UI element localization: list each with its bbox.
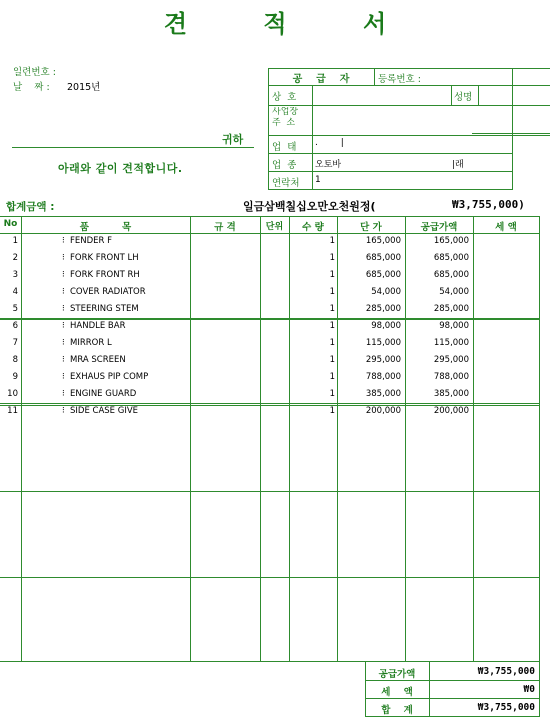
row-qty: 1: [329, 304, 335, 314]
row-unit-price: 54,000: [371, 287, 401, 297]
table-row: [0, 370, 550, 387]
date-value: 2015년: [67, 82, 101, 93]
row-item: SIDE CASE GIVE: [70, 406, 139, 416]
row-supply: 98,000: [439, 321, 469, 331]
row-unit-price: 98,000: [371, 321, 401, 331]
business-type-value: . |: [315, 138, 344, 148]
document-title: 견 적 서: [163, 10, 421, 38]
table-row: [0, 268, 550, 285]
business-type-label: 업 태: [272, 142, 297, 153]
row-no: 7: [12, 338, 18, 348]
item-mark-icon: ⁝: [62, 338, 65, 348]
col-header-tax: 세 액: [495, 222, 517, 233]
greeting-text: 아래와 같이 견적합니다.: [58, 162, 183, 175]
total-korean: 일금삼백칠십오만오천원정(: [243, 200, 376, 213]
item-mark-icon: ⁝: [62, 372, 65, 382]
summary-box: [365, 662, 540, 717]
table-row: [0, 251, 550, 268]
row-supply: 285,000: [433, 304, 469, 314]
row-no: 10: [7, 389, 18, 399]
row-unit-price: 685,000: [365, 253, 401, 263]
row-qty: 1: [329, 372, 335, 382]
row-unit-price: 685,000: [365, 270, 401, 280]
row-unit-price: 200,000: [365, 406, 401, 416]
row-unit-price: 788,000: [365, 372, 401, 382]
row-qty: 1: [329, 406, 335, 416]
reg-no-label: 등록번호 :: [378, 74, 421, 85]
row-unit-price: 165,000: [365, 236, 401, 246]
row-unit-price: 295,000: [365, 355, 401, 365]
row-item: STEERING STEM: [70, 304, 139, 314]
row-unit-price: 115,000: [365, 338, 401, 348]
total-label: 합계금액 :: [6, 201, 55, 213]
supplier-header: 공 급 자: [292, 74, 350, 85]
serial-label: 일련번호 :: [13, 67, 56, 78]
row-qty: 1: [329, 287, 335, 297]
row-item: MRA SCREEN: [70, 355, 126, 365]
row-no: 8: [12, 355, 18, 365]
recipient-suffix: 귀하: [222, 133, 244, 146]
item-mark-icon: ⁝: [62, 253, 65, 263]
table-row: [0, 319, 550, 336]
col-header-qty: 수 량: [302, 222, 324, 233]
table-row: [0, 404, 550, 421]
row-item: FORK FRONT RH: [70, 270, 140, 280]
row-qty: 1: [329, 236, 335, 246]
row-no: 11: [7, 406, 18, 416]
row-item: FORK FRONT LH: [70, 253, 139, 263]
table-row: [0, 302, 550, 319]
table-row: [0, 234, 550, 251]
row-no: 3: [12, 270, 18, 280]
col-header-spec: 규 격: [214, 222, 236, 233]
summary-total-label: 합 계: [381, 705, 413, 716]
row-item: ENGINE GUARD: [70, 389, 137, 399]
item-mark-icon: ⁝: [62, 270, 65, 280]
business-item-value: 오토바: [315, 160, 342, 170]
row-supply: 165,000: [433, 236, 469, 246]
row-no: 6: [12, 321, 18, 331]
row-qty: 1: [329, 338, 335, 348]
business-item-extra: |래: [452, 160, 464, 170]
col-header-no: No: [3, 219, 18, 229]
summary-supply-label: 공급가액: [378, 669, 416, 680]
row-item: HANDLE BAR: [70, 321, 126, 331]
table-row: [0, 353, 550, 370]
row-supply: 115,000: [433, 338, 469, 348]
row-supply: 295,000: [433, 355, 469, 365]
items-table: [0, 216, 550, 662]
col-header-supply: 공급가액: [420, 222, 458, 233]
row-no: 5: [12, 304, 18, 314]
row-supply: 54,000: [439, 287, 469, 297]
company-label: 상 호: [272, 92, 297, 103]
item-mark-icon: ⁝: [62, 321, 65, 331]
supplier-box: [268, 68, 550, 190]
name-label: 성명: [454, 92, 473, 103]
row-no: 2: [12, 253, 18, 263]
row-no: 4: [12, 287, 18, 297]
row-supply: 200,000: [433, 406, 469, 416]
table-row: [0, 387, 550, 404]
summary-supply-value: ₩3,755,000: [477, 666, 535, 677]
row-unit-price: 285,000: [365, 304, 401, 314]
row-item: FENDER F: [70, 236, 113, 246]
table-row: [0, 285, 550, 302]
row-supply: 685,000: [433, 270, 469, 280]
item-mark-icon: ⁝: [62, 406, 65, 416]
row-no: 9: [12, 372, 18, 382]
date-label: 날 짜 :: [13, 82, 50, 93]
item-mark-icon: ⁝: [62, 287, 65, 297]
address-label: 사업장 주 소: [272, 107, 299, 128]
item-mark-icon: ⁝: [62, 389, 65, 399]
contact-label: 연락처: [272, 178, 300, 189]
col-header-unit-price: 단 가: [360, 222, 382, 233]
table-row: [0, 336, 550, 353]
row-qty: 1: [329, 355, 335, 365]
summary-tax-label: 세 액: [381, 687, 413, 698]
total-amount: ₩3,755,000): [452, 198, 525, 211]
col-header-unit: 단위: [265, 222, 284, 232]
row-supply: 385,000: [433, 389, 469, 399]
row-unit-price: 385,000: [365, 389, 401, 399]
row-qty: 1: [329, 321, 335, 331]
row-qty: 1: [329, 389, 335, 399]
row-item: MIRROR L: [70, 338, 112, 348]
row-no: 1: [12, 236, 18, 246]
row-qty: 1: [329, 270, 335, 280]
row-item: EXHAUS PIP COMP: [70, 372, 149, 382]
summary-total-value: ₩3,755,000: [477, 702, 535, 713]
item-mark-icon: ⁝: [62, 355, 65, 365]
row-supply: 788,000: [433, 372, 469, 382]
summary-tax-value: ₩0: [523, 684, 535, 695]
row-qty: 1: [329, 253, 335, 263]
business-item-label: 업 종: [272, 160, 297, 171]
item-mark-icon: ⁝: [62, 236, 65, 246]
item-mark-icon: ⁝: [62, 304, 65, 314]
row-supply: 685,000: [433, 253, 469, 263]
col-header-item: 품 목: [79, 222, 132, 233]
row-item: COVER RADIATOR: [70, 287, 146, 297]
contact-value: 1: [315, 175, 321, 185]
